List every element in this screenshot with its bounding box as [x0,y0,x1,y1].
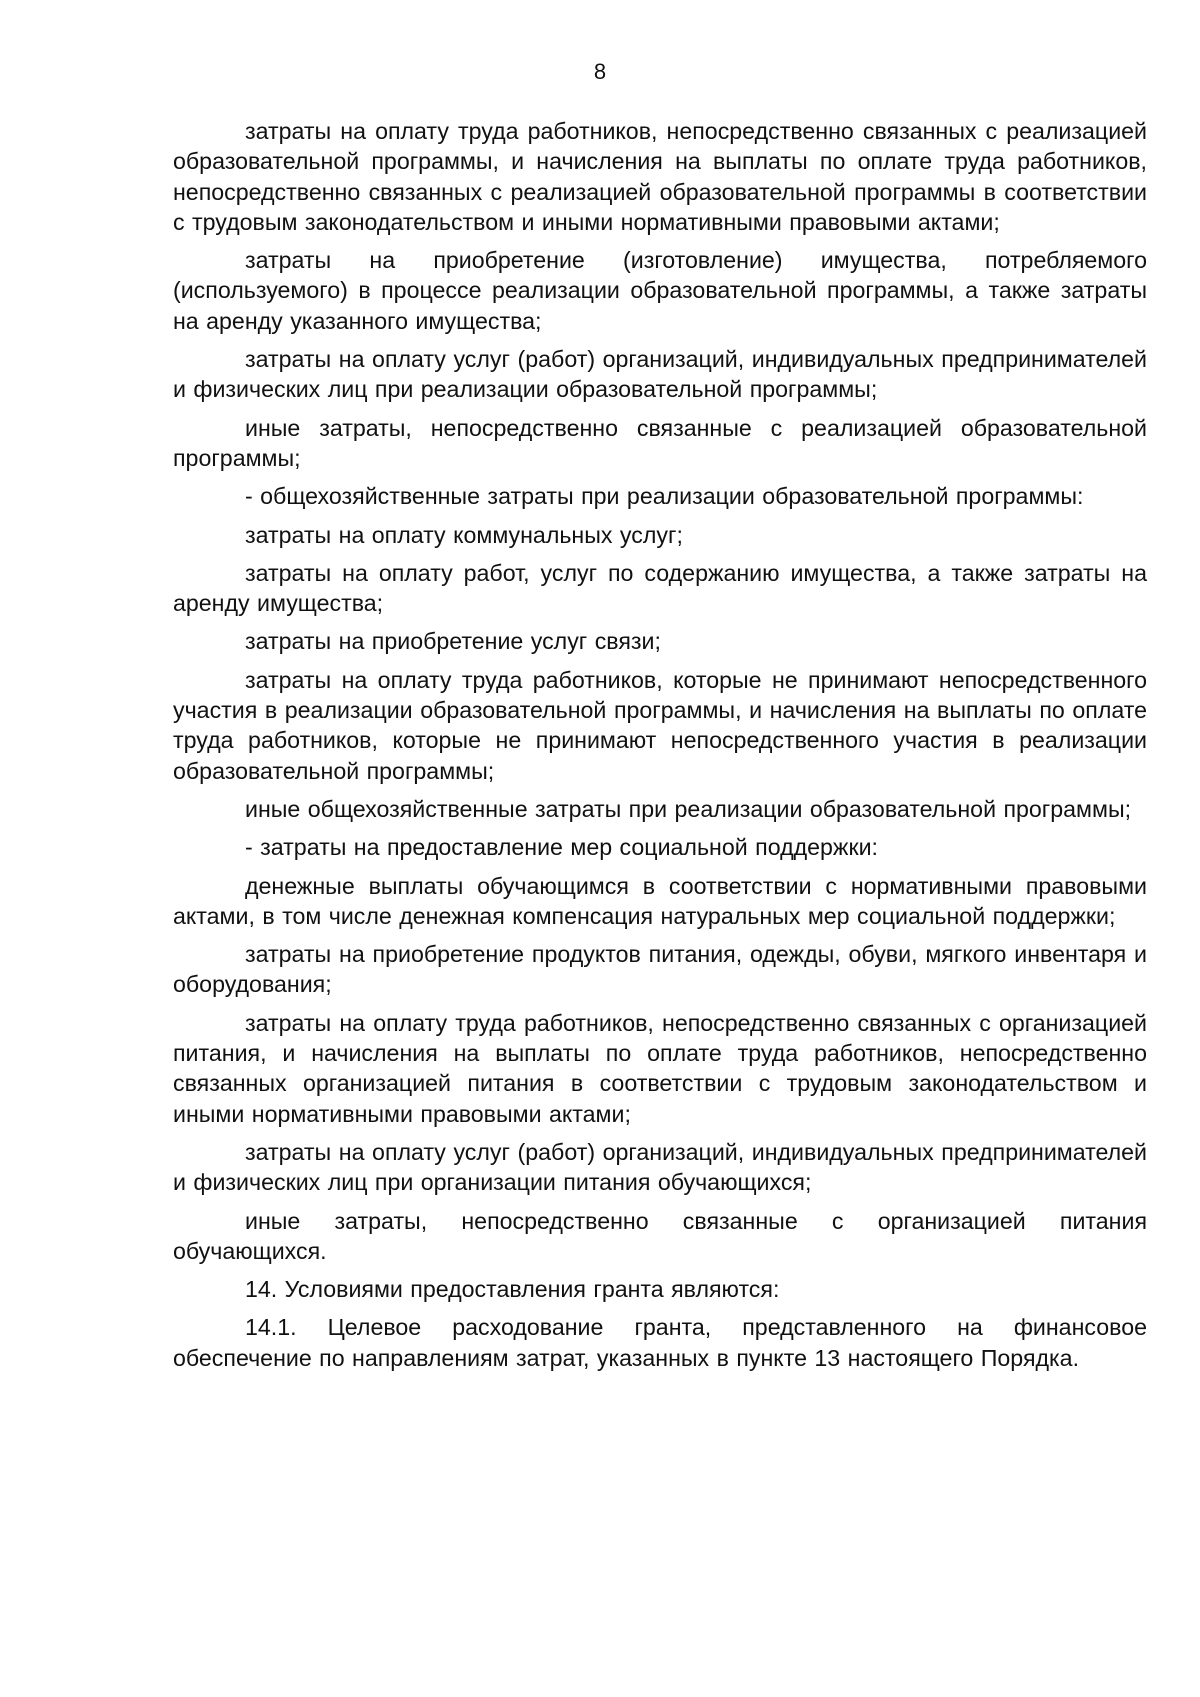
paragraph-food-clothing: затраты на приобретение продуктов питания, одежды, обуви, мягкого инвентаря и оборудования; [173,941,1147,998]
paragraph-communication: затраты на приобретение услуг связи; [245,628,661,655]
paragraph-catering-services: затраты на оплату услуг (работ) организаций, индивидуальных предпринимателей и физических лиц при организации питания обучающихся; [173,1138,1147,1196]
paragraph-catering-labor: затраты на оплату труда работников, непосредственно связанных с организацией питания, и начисления на выплаты по оплате труда работников, непосредственно связанных организацией питания в соответствии с трудовым законодательством и иными нормативными правовыми актами; [173,1009,1147,1127]
paragraph-other-costs: иные затраты, непосредственно связанные с реализацией образовательной программы; [173,414,1147,471]
paragraph-labor-costs: затраты на оплату труда работников, непосредственно связанных с реализацией образовательной программы, и начисления на выплаты по оплате труда работников, непосредственно связанных с реализацией образовательной программы в соответствии с трудовым законодательством и иными нормативными правовыми актами; [173,118,1147,235]
paragraph-grant-condition-14-1: 14.1. Целевое расходование гранта, представленного на финансовое обеспечение по направлениям затрат, указанных в пункте 13 настоящего Порядка. [173,1314,1147,1371]
paragraph-maintenance: затраты на оплату работ, услуг по содержанию имущества, а также затраты на аренду имущества; [173,559,1147,617]
paragraph-other-catering-costs: иные затраты, непосредственно связанные с организацией питания обучающихся. [173,1207,1147,1264]
document-body [173,116,1147,1381]
paragraph-grant-conditions: 14. Условиями предоставления гранта являются: [245,1276,780,1303]
paragraph-property-acquisition: затраты на приобретение (изготовление) имущества, потребляемого (используемого) в процессе реализации образовательной программы, а также затраты на аренду указанного имущества; [173,247,1147,334]
paragraph-general-costs-heading: - общехозяйственные затраты при реализации образовательной программы: [245,483,1084,510]
paragraph-services-payment: затраты на оплату услуг (работ) организаций, индивидуальных предпринимателей и физических лиц при реализации образовательной программы; [173,346,1147,403]
paragraph-social-support-heading: - затраты на предоставление мер социальной поддержки: [245,834,878,861]
paragraph-student-payments: денежные выплаты обучающимся в соответствии с нормативными правовыми актами, в том числе денежная компенсация натуральных мер социальной поддержки; [173,872,1147,929]
paragraph-indirect-labor: затраты на оплату труда работников, которые не принимают непосредственного участия в реализации образовательной программы, и начисления на выплаты по оплате труда работников, которые не принимают непосредственного участия в реализации образовательной программы; [173,666,1147,784]
page-number: 8 [593,59,607,84]
paragraph-other-general-costs: иные общехозяйственные затраты при реализации образовательной программы; [245,795,1132,822]
paragraph-utilities: затраты на оплату коммунальных услуг; [245,521,683,548]
